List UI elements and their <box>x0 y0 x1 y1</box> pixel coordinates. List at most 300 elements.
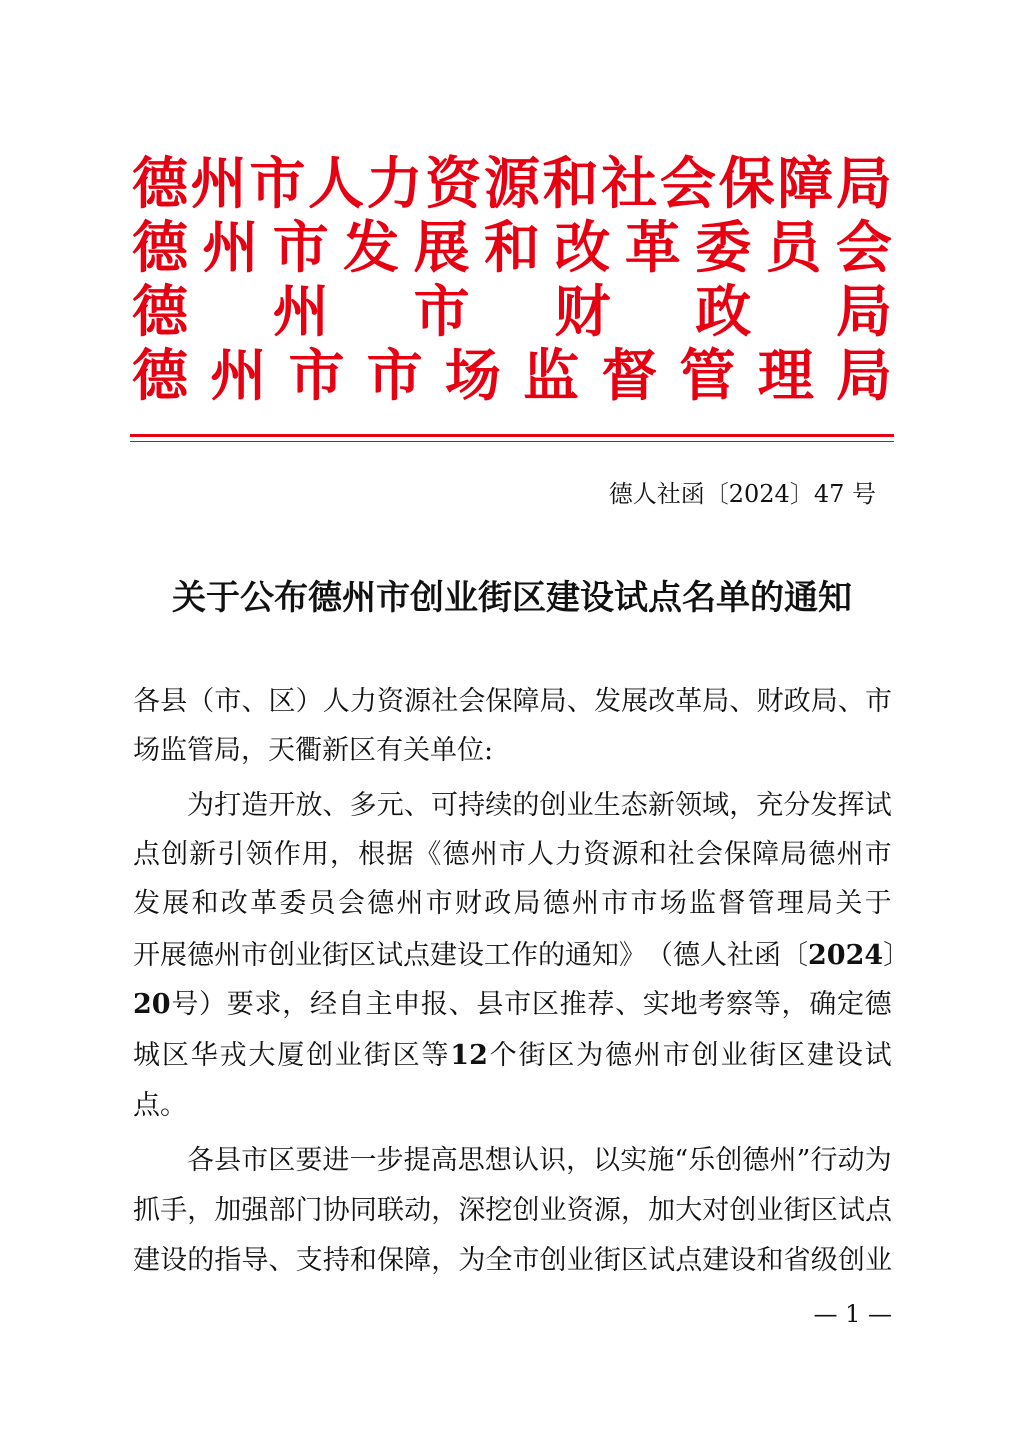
letterhead-char: 和 <box>483 215 540 281</box>
body-char: 创 <box>539 1245 567 1276</box>
body-char: 地 <box>670 989 698 1020</box>
body-char: ” <box>796 1145 811 1176</box>
body-char: 创 <box>715 1145 743 1176</box>
body-char: 市 <box>630 888 658 919</box>
letterhead-char: 市 <box>366 343 423 409</box>
letterhead-char: 会 <box>659 151 716 217</box>
body-char: 创 <box>729 1195 757 1226</box>
body-line <box>187 786 892 826</box>
body-char: 县 <box>160 686 188 717</box>
body-char: 人 <box>322 686 350 717</box>
body-char: 社 <box>727 940 754 971</box>
body-char: ， <box>431 1195 459 1226</box>
body-char: 资 <box>583 839 611 870</box>
body-char: 管 <box>747 888 775 919</box>
letterhead-char: 局 <box>835 279 892 345</box>
body-char: 街 <box>749 1040 777 1071</box>
body-char: 业 <box>756 1195 784 1226</box>
letterhead-line-1 <box>132 152 892 216</box>
body-char: 政 <box>484 888 512 919</box>
body-text: 场监管局，天衢新区有关单位: <box>133 735 494 766</box>
body-char: 主 <box>365 989 393 1020</box>
letterhead-char: 州 <box>190 151 247 217</box>
body-char: 和 <box>349 1245 377 1276</box>
body-char: 高 <box>430 1145 458 1176</box>
body-char: 协 <box>322 1195 350 1226</box>
letterhead-char: 会 <box>835 215 892 281</box>
body-char: 区 <box>268 1145 296 1176</box>
body-char: 领 <box>245 839 273 870</box>
letterhead-char: 监 <box>523 343 580 409</box>
body-char: 于 <box>864 888 892 919</box>
body-char: 厦 <box>277 1040 305 1071</box>
body-char: 手 <box>160 1195 188 1226</box>
body-char: 的 <box>538 940 565 971</box>
body-char: 作 <box>273 839 301 870</box>
body-char: 德 <box>864 989 892 1020</box>
document-title: 关于公布德州市创业街区建设试点名单的通知 <box>172 578 852 618</box>
body-char: 各 <box>187 1145 214 1176</box>
body-char: 发 <box>133 888 160 919</box>
body-char: 保 <box>376 1245 404 1276</box>
body-char: 改 <box>220 888 248 919</box>
body-char: 提 <box>403 1145 431 1176</box>
body-char: 试 <box>376 940 403 971</box>
body-char: 、 <box>403 790 431 821</box>
body-char: 业 <box>334 1040 362 1071</box>
body-line <box>133 884 892 924</box>
body-char: 大 <box>248 1040 276 1071</box>
body-char: 开 <box>268 790 296 821</box>
letterhead-char: 局 <box>835 151 892 217</box>
body-char: 深 <box>458 1195 486 1226</box>
body-char: ， <box>620 1195 648 1226</box>
body-char: 设 <box>160 1245 188 1276</box>
body-char: 生 <box>593 790 621 821</box>
body-char: 点 <box>133 839 160 870</box>
body-char: 全 <box>485 1245 513 1276</box>
letterhead-char: 场 <box>444 343 501 409</box>
body-char: 障 <box>512 686 540 717</box>
body-char: 区 <box>547 1040 575 1071</box>
body-char: 力 <box>555 839 583 870</box>
body-char: 用 <box>301 839 329 870</box>
body-char: 社 <box>431 686 459 717</box>
body-char: 街 <box>783 1195 811 1226</box>
body-char: 报 <box>420 989 448 1020</box>
body-char: 知 <box>592 940 619 971</box>
body-char: 局 <box>513 888 541 919</box>
body-char: ） <box>199 989 227 1020</box>
body-char: ， <box>187 1195 215 1226</box>
body-char: 行 <box>810 1145 838 1176</box>
letterhead-char: 展 <box>413 215 470 281</box>
body-char: 发 <box>593 686 621 717</box>
body-char: 保 <box>723 839 751 870</box>
body-char: 区 <box>349 940 376 971</box>
body-char: 等 <box>753 989 781 1020</box>
body-char: 社 <box>667 839 695 870</box>
body-char: 为 <box>864 1145 892 1176</box>
letterhead-char: 障 <box>777 151 834 217</box>
body-line <box>187 1141 892 1181</box>
body-char: 州 <box>214 940 241 971</box>
letterhead-char: 改 <box>554 215 611 281</box>
body-char: 元 <box>376 790 404 821</box>
body-char: 市 <box>504 989 532 1020</box>
letterhead-char: 市 <box>249 151 306 217</box>
body-char: 区 <box>531 989 559 1020</box>
body-char: 试 <box>864 790 892 821</box>
letterhead-char: 州 <box>272 279 329 345</box>
body-char: 市 <box>864 839 892 870</box>
body-char: 2024 <box>808 940 884 971</box>
body-char: 和 <box>639 839 667 870</box>
body-char: 人 <box>526 839 554 870</box>
letterhead-line-4 <box>132 344 892 408</box>
body-char: 财 <box>454 888 482 919</box>
body-char: 创 <box>539 790 567 821</box>
body-char: 市 <box>512 1245 540 1276</box>
body-char: 州 <box>470 839 498 870</box>
body-line <box>133 936 911 976</box>
body-char: 建 <box>430 940 457 971</box>
body-char: 乐 <box>688 1145 716 1176</box>
body-line <box>133 682 892 722</box>
body-char: 、 <box>241 686 269 717</box>
body-char: 政 <box>783 686 811 717</box>
body-char: 德 <box>673 940 700 971</box>
body-char: 和 <box>756 1245 784 1276</box>
body-char: 为 <box>458 1245 486 1276</box>
body-char: 市 <box>241 1145 269 1176</box>
body-char: 街 <box>593 1245 621 1276</box>
letterhead-char: 和 <box>542 151 599 217</box>
body-char: 挥 <box>837 790 865 821</box>
body-char: 认 <box>511 1145 539 1176</box>
letterhead-char: 德 <box>132 215 188 281</box>
letterhead-char: 局 <box>835 343 892 409</box>
body-char: 员 <box>308 888 336 919</box>
body-char: 街 <box>363 1040 391 1071</box>
body-char: 展 <box>162 888 190 919</box>
body-char: 大 <box>675 1195 703 1226</box>
body-char: 德 <box>542 888 570 919</box>
body-char: 动 <box>404 1195 432 1226</box>
body-char: 的 <box>187 1245 215 1276</box>
body-char: 一 <box>349 1145 377 1176</box>
body-char: 函 <box>754 940 781 971</box>
body-char: 德 <box>742 1145 770 1176</box>
body-char: 加 <box>214 1195 242 1226</box>
body-char: 放 <box>295 790 323 821</box>
body-char: 市 <box>864 686 892 717</box>
body-char: 求 <box>254 989 282 1020</box>
body-char: 态 <box>620 790 648 821</box>
body-line <box>133 985 892 1025</box>
body-char: 城 <box>133 1040 160 1071</box>
body-char: ， <box>781 989 809 1020</box>
letterhead-line-2 <box>132 216 892 280</box>
body-char: 导 <box>241 1245 269 1276</box>
body-char: 点 <box>864 1195 892 1226</box>
body-char: 新 <box>647 790 675 821</box>
body-char: 点 <box>403 940 430 971</box>
body-char: 设 <box>729 1245 757 1276</box>
body-char: 号 <box>171 989 199 1020</box>
body-char: 发 <box>810 790 838 821</box>
body-char: 定 <box>836 989 864 1020</box>
page-number: — 1 — <box>813 1300 892 1328</box>
body-char: 、 <box>322 790 350 821</box>
body-char: 新 <box>189 839 217 870</box>
letterhead-char: 州 <box>210 343 267 409</box>
body-char: 人 <box>700 940 727 971</box>
body-char: 省 <box>783 1245 811 1276</box>
body-char: 确 <box>809 989 837 1020</box>
body-char: 力 <box>349 686 377 717</box>
body-char: 为 <box>576 1040 604 1071</box>
body-char: 展 <box>160 940 187 971</box>
body-char: 实 <box>642 989 670 1020</box>
body-char: 部 <box>268 1195 296 1226</box>
letterhead-char: 理 <box>757 343 814 409</box>
body-line <box>133 1036 892 1076</box>
body-char: 施 <box>647 1145 675 1176</box>
letterhead-char: 州 <box>202 215 259 281</box>
body-char: 试 <box>837 1195 865 1226</box>
body-char: 门 <box>295 1195 323 1226</box>
body-char: 德 <box>442 839 470 870</box>
body-char: 设 <box>457 940 484 971</box>
letterhead-char: 人 <box>307 151 364 217</box>
letterhead-char: 发 <box>343 215 400 281</box>
letterhead-char: 管 <box>679 343 736 409</box>
body-char: 州 <box>769 1145 797 1176</box>
body-char: 市 <box>425 888 453 919</box>
body-char: 《 <box>414 839 442 870</box>
body-char: 、 <box>566 686 594 717</box>
body-char: 20 <box>133 989 171 1020</box>
letterhead-char: 革 <box>624 215 681 281</box>
letterhead-char: 资 <box>425 151 482 217</box>
body-char: 资 <box>376 686 404 717</box>
red-separator-thick <box>130 434 894 437</box>
body-line <box>133 835 892 875</box>
body-char: 障 <box>404 1245 432 1276</box>
body-char: 改 <box>648 686 676 717</box>
body-char: ， <box>729 790 757 821</box>
body-char: 要 <box>295 1145 323 1176</box>
body-char: 以 <box>593 1145 621 1176</box>
body-char: 个 <box>489 1040 517 1071</box>
body-char: 德 <box>808 839 836 870</box>
body-char: 识 <box>539 1145 567 1176</box>
body-char: ， <box>329 839 357 870</box>
body-char: 市 <box>214 686 242 717</box>
body-char: 保 <box>485 686 513 717</box>
body-char: 展 <box>620 686 648 717</box>
letterhead-char: 社 <box>601 151 658 217</box>
letterhead-char: 员 <box>765 215 822 281</box>
letterhead-char: 政 <box>695 279 752 345</box>
body-char: 县 <box>214 1145 242 1176</box>
document-number: 德人社函〔2024〕47 号 <box>608 480 876 508</box>
body-line <box>133 731 493 771</box>
body-char: 进 <box>322 1145 350 1176</box>
body-char: （ <box>646 940 673 971</box>
letterhead-char: 市 <box>288 343 345 409</box>
body-char: 工 <box>484 940 511 971</box>
body-char: 持 <box>322 1245 350 1276</box>
body-char: 打 <box>214 790 242 821</box>
body-char: 州 <box>633 1040 661 1071</box>
body-char: 源 <box>593 1195 621 1226</box>
body-char: 理 <box>776 888 804 919</box>
body-char: 充 <box>756 790 784 821</box>
body-char: 、 <box>837 686 865 717</box>
body-char: “ <box>674 1145 689 1176</box>
letterhead-char: 督 <box>601 343 658 409</box>
body-char: 开 <box>133 940 160 971</box>
body-char: 建 <box>133 1245 160 1276</box>
body-char: 、 <box>615 989 643 1020</box>
body-char: 街 <box>518 1040 546 1071</box>
body-char: （ <box>187 686 215 717</box>
body-char: 关 <box>835 888 863 919</box>
body-char: 革 <box>675 686 703 717</box>
body-char: 监 <box>689 888 717 919</box>
body-char: 领 <box>674 790 702 821</box>
body-char: 建 <box>806 1040 834 1071</box>
body-char: 业 <box>720 1040 748 1071</box>
body-char: 强 <box>241 1195 269 1226</box>
body-char: 据 <box>386 839 414 870</box>
body-char: 创 <box>691 1040 719 1071</box>
letterhead-char: 源 <box>483 151 540 217</box>
body-char: 造 <box>241 790 269 821</box>
letterhead-char: 市 <box>413 279 470 345</box>
body-char: 持 <box>458 790 486 821</box>
body-char: 察 <box>726 989 753 1020</box>
body-char: 源 <box>611 839 639 870</box>
body-char: 实 <box>620 1145 648 1176</box>
body-char: 市 <box>601 888 629 919</box>
letterhead-char: 委 <box>695 215 752 281</box>
body-char: 市 <box>662 1040 690 1071</box>
body-char: 试 <box>648 1245 676 1276</box>
body-char: 自 <box>337 989 365 1020</box>
body-char: 县 <box>476 989 504 1020</box>
body-char: 支 <box>295 1245 323 1276</box>
body-char: 局 <box>806 888 834 919</box>
body-char: 创 <box>268 940 295 971</box>
body-char: 动 <box>837 1145 865 1176</box>
body-char: 可 <box>430 790 458 821</box>
body-char: 设 <box>835 1040 863 1071</box>
body-line <box>133 1086 187 1126</box>
body-char: ， <box>282 989 310 1020</box>
letterhead-line-3 <box>132 280 892 344</box>
body-text: 点。 <box>133 1090 187 1121</box>
body-char: 区 <box>268 686 296 717</box>
body-char: 续 <box>485 790 513 821</box>
body-char: ， <box>431 1245 459 1276</box>
body-char: 区 <box>161 1040 189 1071</box>
body-char: 同 <box>349 1195 377 1226</box>
body-char: 和 <box>191 888 219 919</box>
body-char: 步 <box>376 1145 404 1176</box>
body-char: 根 <box>358 839 386 870</box>
body-char: 局 <box>810 686 838 717</box>
body-char: ） <box>295 686 323 717</box>
body-char: 思 <box>457 1145 485 1176</box>
body-char: 德 <box>187 940 214 971</box>
body-char: 局 <box>702 686 730 717</box>
body-char: 创 <box>512 1195 540 1226</box>
letterhead-char: 德 <box>132 279 188 345</box>
body-line <box>133 1191 892 1231</box>
body-char: 申 <box>393 989 421 1020</box>
body-char: 会 <box>695 839 723 870</box>
body-char: 通 <box>565 940 592 971</box>
body-char: 、 <box>268 1245 296 1276</box>
body-char: 多 <box>349 790 377 821</box>
body-char: 荐 <box>587 989 615 1020</box>
body-char: 分 <box>783 790 811 821</box>
body-char: 街 <box>322 940 349 971</box>
body-char: 局 <box>539 686 567 717</box>
body-char: 场 <box>659 888 687 919</box>
body-char: 业 <box>539 1195 567 1226</box>
body-char: 创 <box>306 1040 334 1071</box>
body-char: 指 <box>214 1245 242 1276</box>
body-char: 障 <box>752 839 780 870</box>
body-char: 业 <box>295 940 322 971</box>
body-char: 12 <box>450 1040 488 1071</box>
body-char: 创 <box>837 1245 865 1276</box>
body-char: 州 <box>396 888 424 919</box>
body-char: 革 <box>250 888 278 919</box>
body-char: 挖 <box>485 1195 513 1226</box>
body-char: 州 <box>571 888 599 919</box>
body-char: 试 <box>864 1040 892 1071</box>
body-char: 业 <box>864 1245 892 1276</box>
body-char: 抓 <box>133 1195 160 1226</box>
body-char: 业 <box>566 1245 594 1276</box>
body-char: 想 <box>484 1145 512 1176</box>
letterhead-char: 力 <box>366 151 423 217</box>
red-separator-thin <box>130 441 894 442</box>
body-char: 联 <box>376 1195 404 1226</box>
body-char: 委 <box>279 888 307 919</box>
body-char: ， <box>566 1145 594 1176</box>
body-char: 建 <box>702 1245 730 1276</box>
body-char: 德 <box>367 888 395 919</box>
body-char: 引 <box>217 839 245 870</box>
body-char: 区 <box>392 1040 420 1071</box>
body-line <box>133 1241 892 1281</box>
letterhead-char: 财 <box>554 279 611 345</box>
body-char: 、 <box>729 686 757 717</box>
letterhead-char: 德 <box>132 343 188 409</box>
body-char: 会 <box>458 686 486 717</box>
body-char: 点 <box>675 1245 703 1276</box>
body-char: 市 <box>498 839 526 870</box>
body-char: 推 <box>559 989 587 1020</box>
body-char: 局 <box>780 839 808 870</box>
body-char: 对 <box>702 1195 730 1226</box>
